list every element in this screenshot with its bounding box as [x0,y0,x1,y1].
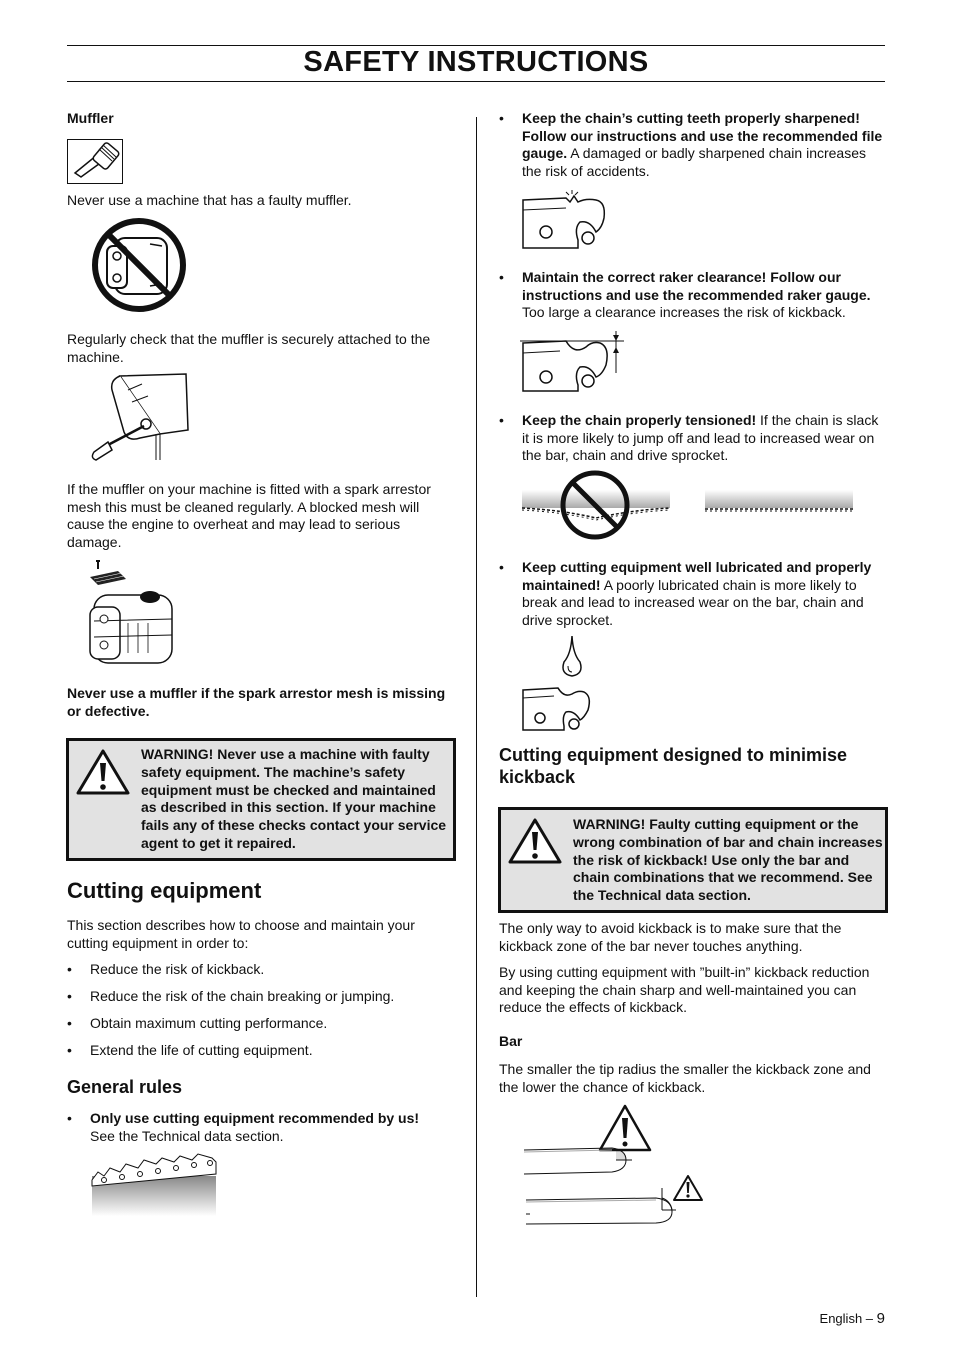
general-rules-heading: General rules [67,1077,183,1097]
muffler-text-2: Regularly check that the muffler is securely attached to the machine. [67,331,431,365]
faulty-muffler-prohibited-icon [90,216,188,314]
kickback-text-1: The only way to avoid kickback is to make sure that the kickback zone of the bar never touches anything. [499,920,842,954]
cutting-equipment-heading: Cutting equipment [67,878,262,903]
footer-language: English [819,1311,863,1326]
bar-heading: Bar [499,1033,523,1049]
warning-text-1: WARNING! Never use a machine with faulty safety equipment. The machine’s safety equipment must be checked and maintained as described in this section. If your machine fails any of these checks contact your service agent to get it repaired. [141,746,447,851]
tensioned-chain-icon [705,490,855,516]
muffler-text-3: If the muffler on your machine is fitted with a spark arrestor mesh this must be cleaned regularly. A blocked mesh will cause the engine to overheat and may lead to serious damage. [67,481,431,550]
column-divider [476,117,477,1297]
warning-triangle-icon [507,817,563,865]
slack-chain-prohibited-icon [522,470,672,540]
sharpened-tooth-icon [520,188,608,252]
page-title: SAFETY INSTRUCTIONS [303,46,649,78]
warning-text-2: WARNING! Faulty cutting equipment or the wrong combination of bar and chain increases the risk of kickback! Use only the bar and chain combinations that we recommend. See the Technical data section. [573,816,883,904]
page-number: 9 [876,1310,885,1327]
bar-tip-radius-icon [520,1102,710,1226]
muffler-tool-icon [67,139,123,184]
warning-box-kickback [498,807,888,913]
bar-text: The smaller the tip radius the smaller the kickback zone and the lower the chance of kickback. [499,1061,871,1095]
kickback-heading: Cutting equipment designed to minimise kickback [499,745,848,787]
warning-triangle-icon [75,748,131,796]
page-footer [820,1310,885,1328]
saw-chain-icon [90,1150,218,1220]
oil-drop-icon [560,634,584,678]
footer-dash: – [865,1311,874,1326]
kickback-text-2: By using cutting equipment with ”built-in” kickback reduction and keeping the chain sharp and well-maintained you can reduce the effects of kickback. [499,964,870,1015]
muffler-heading: Muffler [67,110,114,126]
muffler-screwdriver-icon [88,372,192,464]
muffler-text-1: Never use a machine that has a faulty muffler. [67,192,352,208]
cutting-intro: This section describes how to choose and maintain your cutting equipment in order to: [67,917,415,951]
raker-clearance-icon [520,329,630,395]
muffler-warning-bold: Never use a muffler if the spark arrestor mesh is missing or defective. [67,685,446,719]
spark-arrestor-mesh-icon [88,557,176,669]
lubricated-tooth-icon [520,684,592,732]
header-rule-bottom [67,81,885,82]
warning-box-safety-equipment [66,738,456,861]
